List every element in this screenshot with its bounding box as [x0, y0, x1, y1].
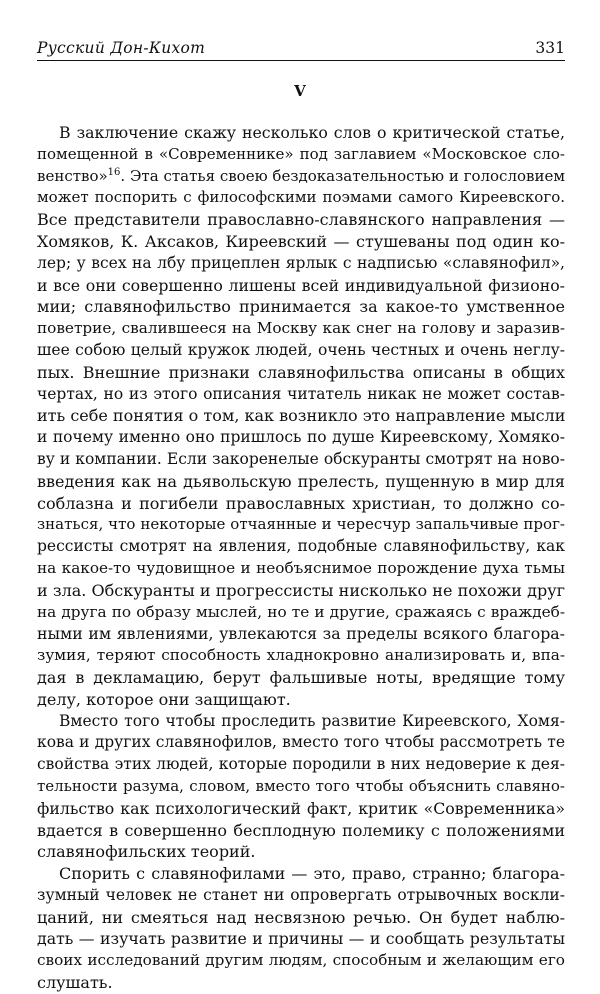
text-line: вдается в совершенно бесплодную полемику с положениями [37, 820, 565, 840]
text-line: кова и других славянофилов, вместо того чтобы рассмотреть те [37, 733, 565, 752]
text-line: лер; у всех на лбу прицеплен ярлык с надписью «славянофил», [37, 253, 565, 272]
text-fragment: . Эта статья своею бездоказательностью и голословием [120, 166, 565, 185]
text-line: тельности разума, словом, вместо того чтобы объяснить славяно- [37, 776, 565, 795]
footnote-ref: 16 [107, 166, 121, 178]
text-line: зумный человек не станет ни опровергать отрывочных воскли- [37, 885, 565, 904]
text-line: своих исследований другим людям, способным и желающим его [37, 951, 565, 970]
paragraph-1 [37, 122, 565, 711]
text-line: чертах, но из этого описания читатель никак не может состав- [37, 384, 565, 403]
text-line: поветрие, свалившееся на Москву как снег на голову и заразив- [37, 319, 565, 338]
text-line: пых. Внешние признаки славянофильства описаны в общих [37, 362, 565, 382]
text-line: и зла. Обскуранты и прогрессисты нисколько не похожи друг [37, 580, 565, 600]
text-line: и все они совершенно лишены всей индивидуальной физионо- [37, 275, 565, 295]
paragraph-3 [37, 863, 565, 994]
text-line: шее собою целый кружок людей, очень честных и очень неглу- [37, 340, 565, 359]
paragraph-2 [37, 711, 565, 864]
text-line: на какое-то чудовищное и необъяснимое порождение духа тьмы [37, 558, 565, 577]
text-line: свойства этих людей, которые породили в них недоверие к дея- [37, 755, 565, 774]
text-line: мии; славянофильство принимается за какое-то умственное [37, 297, 565, 317]
text-line: знаться, что некоторые отчаянные и чересчур запальчивые прог- [37, 515, 565, 534]
text-line: славянофильских теорий. [37, 842, 256, 862]
text-line: может поспорить с философскими поэмами самого Киреевского. [37, 188, 565, 207]
text-line: цаний, ни смеяться над несвязною речью. Он будет наблю- [37, 907, 565, 927]
chapter-number: V [294, 82, 306, 100]
text-line: ву и компании. Если закоренелые обскуранты смотрят на ново- [37, 449, 565, 468]
text-line: В заключение скажу несколько слов о критической статье, [59, 123, 565, 142]
text-line: дать — изучать развитие и причины — и сообщать результаты [37, 929, 565, 949]
text-line: Вместо того чтобы проследить развитие Киреевского, Хомя- [59, 711, 565, 730]
text-fragment: венство» [37, 166, 108, 185]
text-line: делу, которое они защищают. [37, 689, 291, 709]
text-line: ить себе понятия о том, как возникло это направление мысли [37, 406, 566, 426]
text-line: слушать. [37, 973, 113, 993]
text-line: ными им явлениями, увлекаются за пределы всякого благора- [37, 624, 565, 644]
text-line: на друга по образу мыслей, но те и другие, сражаясь с враждеб- [37, 602, 565, 621]
body-text [37, 122, 565, 994]
text-line: дая в декламацию, берут фальшивые ноты, вредящие тому [37, 667, 565, 687]
text-line: рессисты смотрят на явления, подобные славянофильству, как [37, 537, 565, 556]
text-line: фильство как психологический факт, критик «Современника» [37, 798, 565, 818]
text-line: соблазна и погибели православных христиан, то должно со- [37, 493, 565, 513]
text-line [37, 166, 565, 188]
text-line: Все представители православно-славянского направления — [37, 210, 565, 230]
page-number: 331 [535, 39, 565, 57]
text-line: Хомяков, К. Аксаков, Киреевский — стушеваны под один ко- [37, 231, 565, 251]
text-line: зумия, теряют способность хладнокровно анализировать и, впа- [37, 646, 565, 665]
running-head [37, 38, 565, 61]
text-line: введения как на дьявольскую прелесть, пущенную в мир для [37, 471, 565, 491]
text-line: Спорить с славянофилами — это, право, странно; благора- [59, 864, 565, 884]
text-line: и почему именно оно пришлось по душе Киреевскому, Хомяко- [37, 428, 565, 447]
running-title: Русский Дон-Кихот [37, 39, 206, 57]
text-line: помещенной в «Современнике» под заглавием «Московское сло- [37, 144, 565, 163]
